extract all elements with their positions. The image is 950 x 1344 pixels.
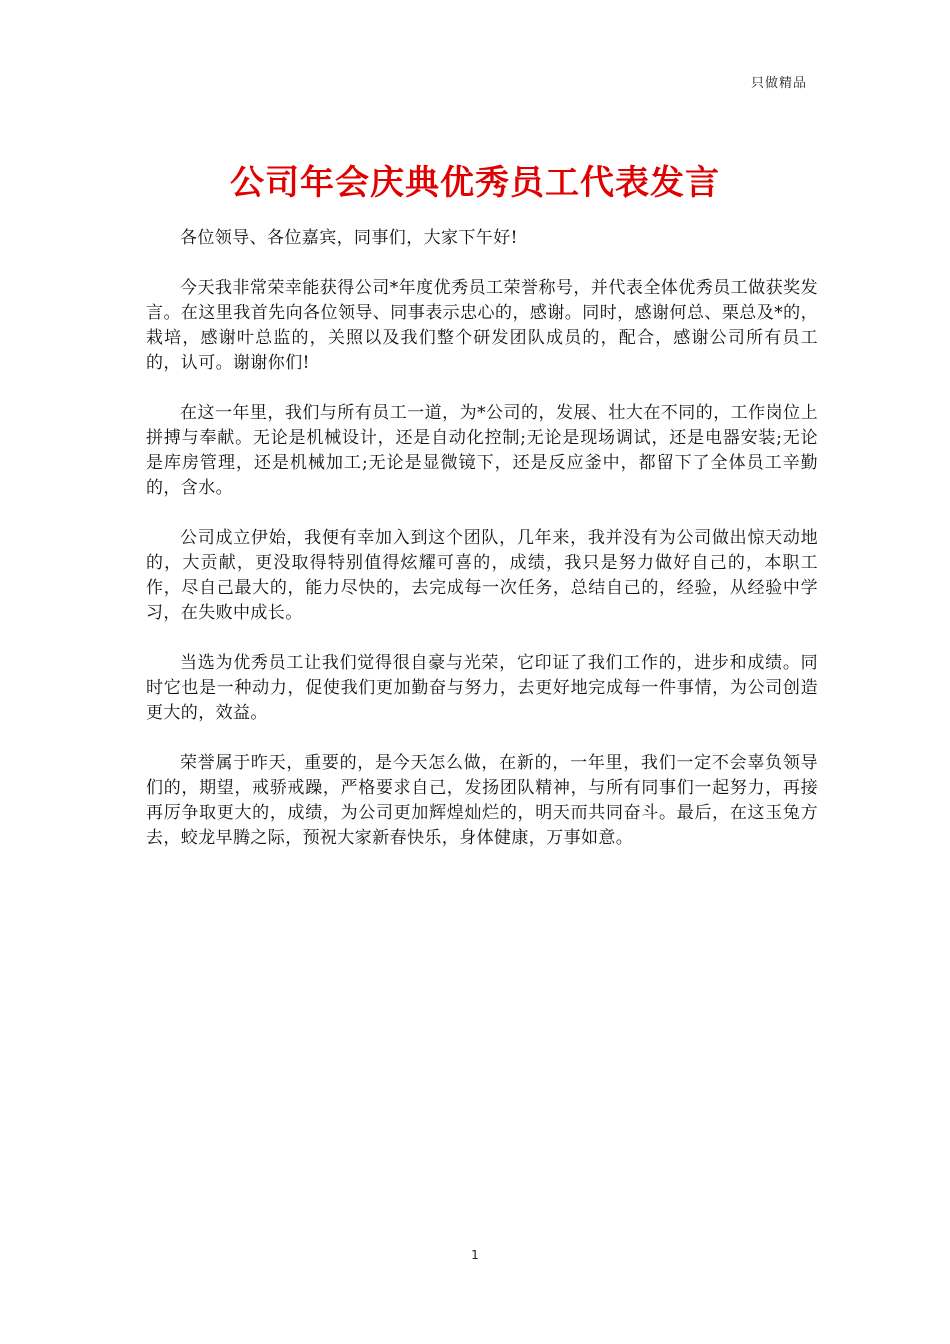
header-note: 只做精品 [750,76,807,91]
document-title: 公司年会庆典优秀员工代表发言 [230,163,720,203]
paragraph-honor: 当选为优秀员工让我们觉得很自豪与光荣，它印证了我们工作的，进步和成绩。同时它也是一种动力，促使我们更加勤奋与努力，去更好地完成每一件事情，为公司创造更大的，效益。 [146,653,818,723]
page-number: 1 [471,1248,479,1262]
paragraph-thanks: 今天我非常荣幸能获得公司*年度优秀员工荣誉称号，并代表全体优秀员工做获奖发言。在这里我首先向各位领导、同事表示忠心的，感谢。同时，感谢何总、栗总及*的，栽培，感谢叶总监的，关照以及我们整个研发团队成员的，配合，感谢公司所有员工的，认可。谢谢你们! [146,278,818,373]
paragraph-personal-growth: 公司成立伊始，我便有幸加入到这个团队，几年来，我并没有为公司做出惊天动地的，大贡献，更没取得特别值得炫耀可喜的，成绩，我只是努力做好自己的，本职工作，尽自己最大的，能力尽快的，去完成每一次任务，总结自己的，经验，从经验中学习，在失败中成长。 [146,528,818,623]
paragraph-greeting: 各位领导、各位嘉宾，同事们，大家下午好! [180,228,518,248]
paragraph-closing: 荣誉属于昨天，重要的，是今天怎么做，在新的，一年里，我们一定不会辜负领导们的，期望，戒骄戒躁，严格要求自己，发扬团队精神，与所有同事们一起努力，再接再厉争取更大的，成绩，为公司更加辉煌灿烂的，明天而共同奋斗。最后，在这玉兔方去，蛟龙早腾之际，预祝大家新春快乐，身体健康，万事如意。 [146,753,818,848]
paragraph-year-review: 在这一年里，我们与所有员工一道，为*公司的，发展、壮大在不同的，工作岗位上拼搏与奉献。无论是机械设计，还是自动化控制;无论是现场调试，还是电器安装;无论是库房管理，还是机械加工;无论是显微镜下，还是反应釜中，都留下了全体员工辛勤的，含水。 [146,403,818,498]
document-body [146,226,818,876]
